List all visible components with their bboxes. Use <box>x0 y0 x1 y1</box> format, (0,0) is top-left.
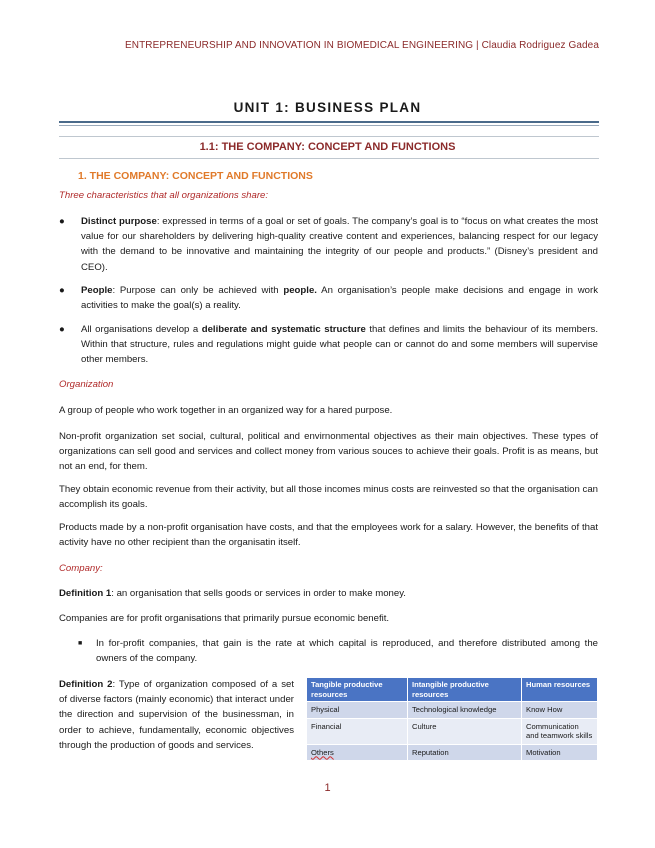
bullet-people <box>59 283 598 313</box>
table-cell: Reputation <box>408 744 522 761</box>
table-cell: Know How <box>522 702 598 719</box>
table-row <box>307 702 598 719</box>
table-header: Tangible productive resources <box>307 678 408 702</box>
bullet-bold: Distinct purpose <box>81 216 157 227</box>
table-header: Human resources <box>522 678 598 702</box>
paragraph-text: They obtain economic revenue from their activity, but all those incomes minus costs are reinvested so that the organisation can accomplish its goals. <box>59 484 598 511</box>
bullet-bold: People <box>81 285 113 296</box>
table-row <box>307 744 598 761</box>
subtitle-rule-top <box>59 136 599 137</box>
bullet-text-2: that defines and limits the behaviour of its members. Within that structure, rules and regulations might guide what people can or cannot do and some members will supervise other members. <box>81 324 598 366</box>
bullet-dot: ● <box>59 216 65 227</box>
resources-table <box>306 677 598 761</box>
bullet-text: All organisations develop a <box>81 324 202 335</box>
bullet-text: In for-profit companies, that gain is the rate at which capital is reproduced, and therefore distributed among the owners of the company. <box>96 638 598 665</box>
bullet-distinct-purpose <box>59 214 598 275</box>
subtitle: 1.1: THE COMPANY: CONCEPT AND FUNCTIONS <box>199 141 456 153</box>
definition-2 <box>59 677 294 753</box>
companies-paragraph: Companies are for profit organisations that primarily pursue economic benefit. <box>59 613 390 624</box>
title-rule <box>59 121 599 123</box>
subtitle-rule-bottom <box>59 158 599 159</box>
table-cell <box>307 744 408 761</box>
organization-heading: Organization <box>59 379 114 390</box>
running-header: ENTREPRENEURSHIP AND INNOVATION IN BIOMEDICAL ENGINEERING | Claudia Rodriguez Gadea <box>125 40 599 51</box>
bullet-bold: deliberate and systematic structure <box>201 324 366 335</box>
square-bullet-item <box>78 636 598 666</box>
three-characteristics-heading: Three characteristics that all organizations share: <box>59 190 269 201</box>
org-paragraph-1 <box>59 403 598 418</box>
definition-1 <box>59 586 598 601</box>
paragraph-text: A group of people who work together in an organized way for a hared purpose. <box>59 405 393 416</box>
paragraph-text: Products made by a non-profit organisation have costs, and that the employees work for a salary. However, the benefits of that activity have no other recipient than the organisatin itself. <box>59 522 598 549</box>
definition-text: : Type of organization composed of a set of diverse factors (mainly economic) that interact under the direction and supervision of the businessman, in order to achieve, fundamentally, economic objectives through the production of goods and services. <box>59 679 294 751</box>
title-rule-thin <box>59 125 599 126</box>
table-cell: Culture <box>408 718 522 744</box>
table-cell: Technological knowledge <box>408 702 522 719</box>
bullet-structure <box>59 322 598 368</box>
bullet-bold-2: people. <box>283 285 317 296</box>
table-cell: Physical <box>307 702 408 719</box>
bullet-text: : Purpose can only be achieved with <box>112 285 284 296</box>
paragraph-text: Non-profit organization set social, cultural, political and envirnonmental objectives as their main objectives. These types of organizations can sell good and services and collect money from various souces to achieve their goals. Profit is as means, but not an end, for them. <box>59 431 598 473</box>
company-heading: Company: <box>59 563 103 574</box>
bullet-dot: ● <box>59 324 65 335</box>
spellcheck-text: Others <box>311 747 334 757</box>
square-bullet-icon: ■ <box>78 640 83 647</box>
bullet-text-2: An organisation’s people make decisions and engage in work activities to make the goal(s) a reality. <box>81 285 598 312</box>
bullet-text: : expressed in terms of a goal or set of goals. The company’s goal is to “focus on what creates the most value for our shareholders by delivering high-quality creative content and experiences, balancing respect for our legacy with the demand to be innovative and maintaining the integrity of our people and products.” (Disney’s president and CEO). <box>81 216 598 273</box>
table-cell: Motivation <box>522 744 598 761</box>
org-paragraph-2 <box>59 429 598 475</box>
org-paragraph-3 <box>59 482 598 512</box>
table-header-row <box>307 678 598 702</box>
page-title: UNIT 1: BUSINESS PLAN <box>233 100 422 115</box>
page-number: 1 <box>324 782 331 794</box>
definition-text: : an organisation that sells goods or services in order to make money. <box>111 588 406 599</box>
org-paragraph-4 <box>59 520 598 550</box>
definition-label: Definition 2 <box>59 679 113 690</box>
table-header: Intangible productive resources <box>408 678 522 702</box>
table-cell: Financial <box>307 718 408 744</box>
definition-label: Definition 1 <box>59 588 112 599</box>
table-row <box>307 718 598 744</box>
section-heading: 1. THE COMPANY: CONCEPT AND FUNCTIONS <box>78 170 313 182</box>
table-cell: Communication and teamwork skills <box>522 718 598 744</box>
bullet-dot: ● <box>59 285 65 296</box>
